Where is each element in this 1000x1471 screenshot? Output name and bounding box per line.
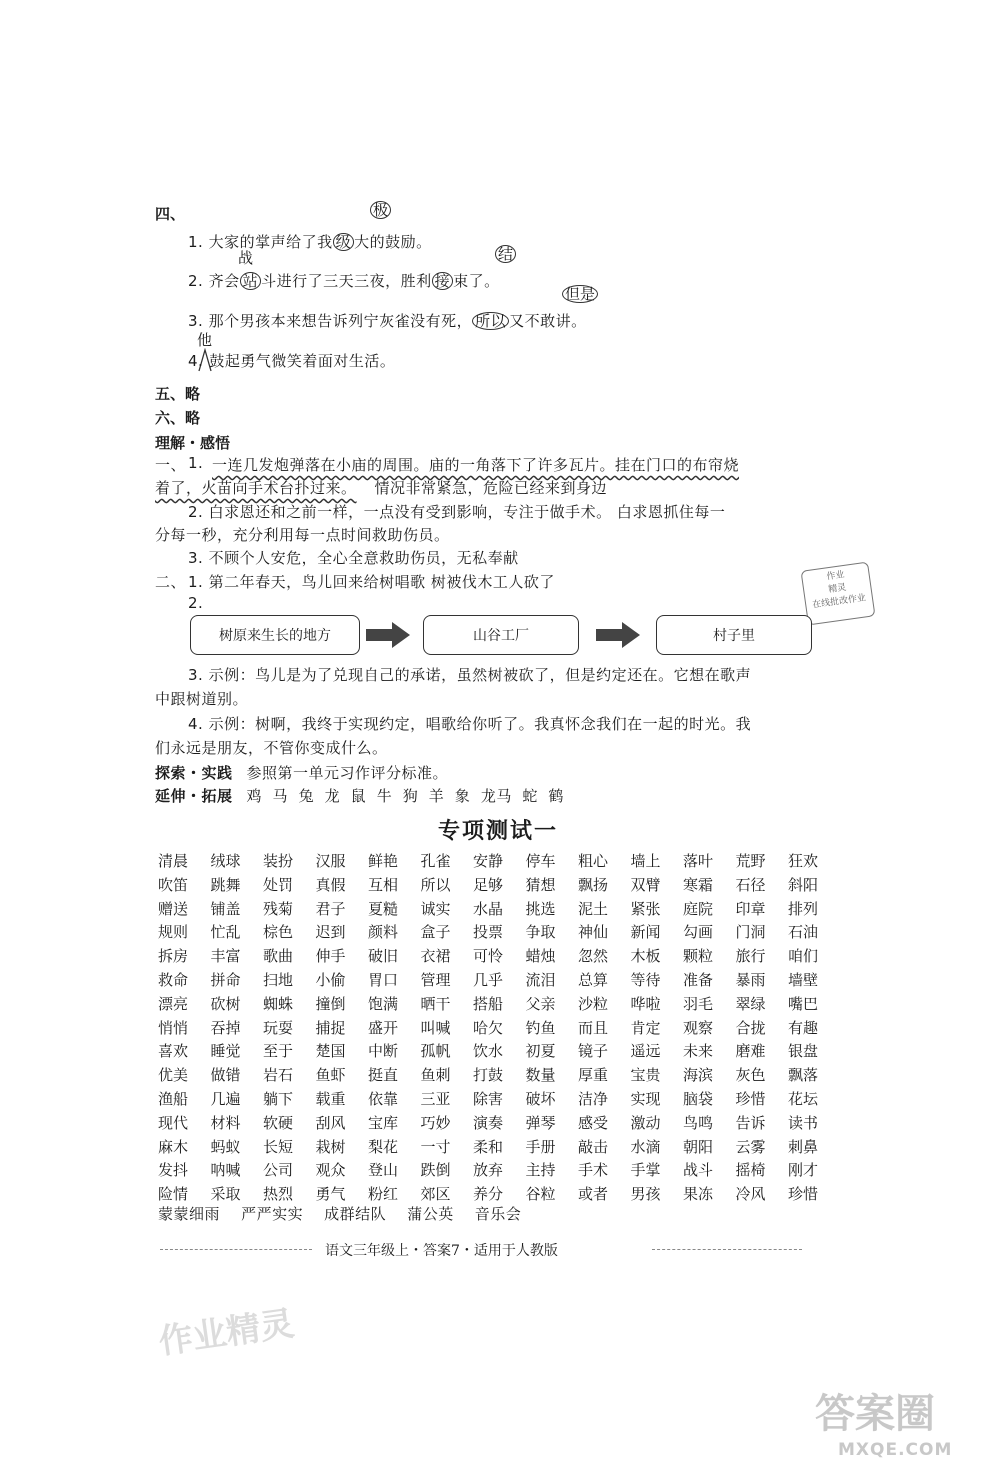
word-cell: 鸟鸣 (683, 1113, 714, 1132)
word-cell: 磨难 (735, 1042, 766, 1061)
extend-row: 延伸・拓展 鸡 马 兔 龙 鼠 牛 狗 羊 象 龙马 蛇 鹤 (155, 787, 564, 805)
word-cell: 养分 (473, 1185, 504, 1204)
word-cell: 石径 (735, 875, 766, 894)
word-cell: 水滴 (630, 1137, 661, 1156)
word-cell: 安静 (473, 852, 504, 870)
word-cell: 手术 (578, 1161, 609, 1180)
word-cell: 管理 (420, 971, 451, 989)
word-cell: 粗心 (578, 852, 609, 870)
word-cell: 泥土 (578, 899, 609, 918)
word-cell: 中断 (368, 1042, 399, 1061)
q3-line: 3. 不顾个人安危，全心全意救助伤员，无私奉献 (188, 549, 519, 567)
word-row (158, 1112, 841, 1133)
word-row (158, 850, 841, 871)
word-cell: 公司 (263, 1161, 294, 1180)
word-cell: 争取 (525, 923, 556, 942)
watermark-site-url: MXQE.COM (838, 1440, 953, 1460)
word-cell: 盛开 (368, 1018, 399, 1037)
word-cell: 勾画 (683, 923, 714, 942)
word-cell: 手册 (525, 1137, 556, 1156)
word-row (158, 1064, 841, 1085)
word-cell: 战斗 (683, 1161, 714, 1180)
word-cell: 搭船 (473, 994, 504, 1013)
word-cell: 依靠 (368, 1090, 399, 1108)
word-cell: 至于 (263, 1042, 294, 1061)
word-cell: 热烈 (263, 1185, 294, 1204)
word-cell: 撞倒 (315, 994, 346, 1013)
word-cell: 可怜 (473, 947, 504, 966)
word-cell: 夏糙 (368, 899, 399, 918)
footer-text: 语文三年级上・答案7・适用于人教版 (325, 1243, 558, 1259)
word-row (158, 1088, 841, 1109)
word-cell: 破坏 (525, 1090, 556, 1108)
word-cell: 君子 (315, 899, 346, 918)
word-cell: 粉红 (368, 1185, 399, 1204)
word-cell: 观众 (315, 1161, 346, 1180)
word-row (158, 969, 841, 990)
word-cell: 蜘蛛 (263, 994, 294, 1013)
word-cell: 墙壁 (788, 971, 819, 989)
word-cell: 麻木 (158, 1137, 189, 1156)
word-cell: 小偷 (315, 971, 346, 989)
word-cell: 弹琴 (525, 1113, 556, 1132)
word-cell: 忽然 (578, 947, 609, 966)
word-cell: 吞掉 (210, 1018, 241, 1037)
word-cell: 宝库 (368, 1113, 399, 1132)
word-cell: 落叶 (683, 852, 714, 870)
word-cell: 新闻 (630, 923, 661, 942)
word-cell: 果冻 (683, 1185, 714, 1204)
word-cell: 放弃 (473, 1161, 504, 1180)
word-cell: 冷风 (735, 1185, 766, 1204)
word-cell: 沙粒 (578, 994, 609, 1013)
word-row (158, 874, 841, 895)
word-cell: 飘扬 (578, 875, 609, 894)
word-row (158, 1136, 841, 1157)
word-row (158, 945, 841, 966)
word-row (158, 898, 841, 919)
word-cell: 墙上 (630, 852, 661, 870)
word-cell: 嘴巴 (788, 994, 819, 1013)
correction-mark-1: 级 (333, 233, 355, 251)
word-cell: 诚实 (420, 899, 451, 918)
word-cell: 木板 (630, 947, 661, 966)
word-cell: 软硬 (263, 1113, 294, 1132)
word-cell: 饱满 (368, 994, 399, 1013)
correction-mark-2: 站 (240, 272, 262, 290)
word-cell: 激动 (630, 1113, 661, 1132)
word-cell: 孔雀 (420, 852, 451, 870)
understand-one-label: 一、 (155, 456, 187, 474)
word-cell: 谷粒 (525, 1185, 556, 1204)
word-cell: 拆房 (158, 947, 189, 966)
word-cell: 吹笛 (158, 875, 189, 894)
word-cell: 优美 (158, 1066, 189, 1085)
word-cell: 刮风 (315, 1113, 346, 1132)
word-cell: 初夏 (525, 1042, 556, 1061)
word-cell: 赠送 (158, 899, 189, 918)
word-cell: 栽树 (315, 1137, 346, 1156)
word-cell: 梨花 (368, 1137, 399, 1156)
stamp-logo: 作业 精灵 在线批改作业 (801, 562, 876, 626)
word-cell: 蜡烛 (525, 947, 556, 966)
word-cell: 砍树 (210, 994, 241, 1013)
word-cell: 灰色 (735, 1066, 766, 1085)
word-cell: 胃口 (368, 971, 399, 989)
word-cell: 手掌 (630, 1161, 661, 1180)
word-cell: 珍惜 (788, 1185, 819, 1204)
word-cell: 飘落 (788, 1066, 819, 1085)
q1-number: 1. (188, 454, 204, 472)
word-cell: 登山 (368, 1161, 399, 1180)
section4-label: 四、 (155, 205, 186, 223)
flow-arrow-icon (366, 622, 410, 648)
word-cell: 救命 (158, 971, 189, 989)
word-cell: 睡觉 (210, 1042, 241, 1061)
word-cell: 做错 (210, 1066, 241, 1085)
word-cell: 几乎 (473, 971, 504, 989)
word-cell: 水晶 (473, 899, 504, 918)
word-cell: 宝贵 (630, 1066, 661, 1085)
section4-item-1: 1. 大家的掌声给了我 级 大的鼓励。 (188, 233, 432, 251)
flow-arrow-icon (596, 622, 640, 648)
word-cell: 暴雨 (735, 971, 766, 989)
word-cell: 现代 (158, 1113, 189, 1132)
word-cell: 感受 (578, 1113, 609, 1132)
word-cell: 悄悄 (158, 1018, 189, 1037)
word-cell: 渔船 (158, 1090, 189, 1108)
two-q4-line-b: 们永远是朋友，不管你变成什么。 (155, 739, 388, 757)
word-cell: 岩石 (263, 1066, 294, 1085)
word-cell: 摇椅 (735, 1161, 766, 1180)
word-cell: 真假 (315, 875, 346, 894)
word-cell: 互相 (368, 875, 399, 894)
section4-item-2: 2. 齐会 站 斗进行了三天三夜，胜利 接 束了。 (188, 272, 500, 290)
word-cell: 实现 (630, 1090, 661, 1108)
word-cell: 准备 (683, 971, 714, 989)
word-cell: 刺鼻 (788, 1137, 819, 1156)
word-cell: 迟到 (315, 923, 346, 942)
two-q3-line-a: 3. 示例：鸟儿是为了兑现自己的承诺，虽然树被砍了，但是约定还在。它想在歌声 (188, 666, 752, 684)
word-row (158, 921, 841, 942)
word-cell: 采取 (210, 1185, 241, 1204)
word-row (158, 1183, 841, 1204)
flow-box-2: 山谷工厂 (423, 615, 579, 655)
flow-box-3: 村子里 (656, 615, 812, 655)
word-cell: 排列 (788, 899, 819, 918)
annotation-2b: 结 (495, 245, 516, 263)
word-cell: 厚重 (578, 1066, 609, 1085)
word-cell: 破旧 (368, 947, 399, 966)
word-cell: 忙乱 (210, 923, 241, 942)
special-test-title: 专项测试一 (438, 819, 559, 844)
word-cell: 钓鱼 (525, 1018, 556, 1037)
word-cell: 双臂 (630, 875, 661, 894)
word-cell: 读书 (788, 1113, 819, 1132)
word-cell: 除害 (473, 1090, 504, 1108)
word-cell: 父亲 (525, 994, 556, 1013)
word-cell: 饮水 (473, 1042, 504, 1061)
two-q1-line: 1. 第二年春天，鸟儿回来给树唱歌 树被伐木工人砍了 (188, 573, 555, 591)
word-cell: 羽毛 (683, 994, 714, 1013)
word-cell: 翠绿 (735, 994, 766, 1013)
word-cell: 挺直 (368, 1066, 399, 1085)
annotation-1: 极 (370, 201, 391, 219)
word-cell: 男孩 (630, 1185, 661, 1204)
two-q3-line-b: 中跟树道别。 (155, 690, 249, 708)
word-cell: 叫喊 (420, 1018, 451, 1037)
correction-mark-2b: 接 (432, 272, 454, 290)
word-cell: 咱们 (788, 947, 819, 966)
section4-item-3: 3. 那个男孩本来想告诉列宁灰雀没有死， 所以 又不敢讲。 (188, 312, 587, 330)
word-cell: 玩耍 (263, 1018, 294, 1037)
word-cell: 汉服 (315, 852, 346, 870)
word-cell: 长短 (263, 1137, 294, 1156)
word-cell: 刚才 (788, 1161, 819, 1180)
word-cell: 花坛 (788, 1090, 819, 1108)
q1-wavy-line-a: 一连几发炮弹落在小庙的周围。庙的一角落下了许多瓦片。挂在门口的布帘烧 (212, 456, 740, 474)
word-cell: 呐喊 (210, 1161, 241, 1180)
word-cell: 遥远 (630, 1042, 661, 1061)
word-cell: 棕色 (263, 923, 294, 942)
word-cell: 斜阳 (788, 875, 819, 894)
explore-row: 探索・实践 参照第一单元习作评分标准。 (155, 764, 449, 782)
two-q2-number: 2. (188, 594, 204, 612)
correction-mark-3: 所以 (472, 312, 509, 330)
word-cell: 拼命 (210, 971, 241, 989)
word-cell: 旅行 (735, 947, 766, 966)
word-cell: 所以 (420, 875, 451, 894)
word-row (158, 993, 841, 1014)
two-q4-line-a: 4. 示例：树啊，我终于实现约定，唱歌给你听了。我真怀念我们在一起的时光。我 (188, 715, 752, 733)
word-cell: 观察 (683, 1018, 714, 1037)
word-cell: 跌倒 (420, 1161, 451, 1180)
word-row (158, 1017, 841, 1038)
word-cell: 铺盖 (210, 899, 241, 918)
understand-heading: 理解・感悟 (155, 434, 231, 452)
word-cell: 衣裙 (420, 947, 451, 966)
word-cell: 门洞 (735, 923, 766, 942)
word-cell: 孤帆 (420, 1042, 451, 1061)
word-cell: 晒干 (420, 994, 451, 1013)
word-cell: 或者 (578, 1185, 609, 1204)
word-cell: 喜欢 (158, 1042, 189, 1061)
word-cell: 合拢 (735, 1018, 766, 1037)
word-cell: 紧张 (630, 899, 661, 918)
word-cell: 而且 (578, 1018, 609, 1037)
word-cell: 投票 (473, 923, 504, 942)
word-cell: 扫地 (263, 971, 294, 989)
word-cell: 肯定 (630, 1018, 661, 1037)
word-cell: 足够 (473, 875, 504, 894)
word-cell: 勇气 (315, 1185, 346, 1204)
word-cell: 蚂蚁 (210, 1137, 241, 1156)
q2-line-a: 2. 白求恩还和之前一样，一点没有受到影响，专注于做手术。 白求恩抓住每一 (188, 503, 726, 521)
word-cell: 停车 (525, 852, 556, 870)
word-cell: 猜想 (525, 875, 556, 894)
word-cell: 伸手 (315, 947, 346, 966)
word-cell: 神仙 (578, 923, 609, 942)
word-cell: 流泪 (525, 971, 556, 989)
word-cell: 哗啦 (630, 994, 661, 1013)
flow-box-1: 树原来生长的地方 (190, 615, 360, 655)
word-cell: 柔和 (473, 1137, 504, 1156)
q2-line-b: 分每一秒，充分利用每一点时间救助伤员。 (155, 526, 450, 544)
word-cell: 歌曲 (263, 947, 294, 966)
annotation-3: 但是 (562, 285, 598, 303)
watermark-site-logo: 答案圈 (815, 1391, 935, 1437)
word-grid-last-row: 蒙蒙细雨 严严实实 成群结队 蒲公英 音乐会 (158, 1205, 522, 1223)
word-cell: 鱼刺 (420, 1066, 451, 1085)
word-cell: 三亚 (420, 1090, 451, 1108)
word-cell: 有趣 (788, 1018, 819, 1037)
word-row (158, 1159, 841, 1180)
q1-line-b: 着了，火苗向手术台扑过来。 情况非常紧急，危险已经来到身边 (155, 479, 608, 497)
word-cell: 颗粒 (683, 947, 714, 966)
word-cell: 发抖 (158, 1161, 189, 1180)
word-cell: 盒子 (420, 923, 451, 942)
word-cell: 规则 (158, 923, 189, 942)
word-cell: 跳舞 (210, 875, 241, 894)
section6: 六、略 (155, 409, 201, 427)
word-cell: 一寸 (420, 1137, 451, 1156)
word-cell: 鱼虾 (315, 1066, 346, 1085)
word-cell: 材料 (210, 1113, 241, 1132)
word-cell: 主持 (525, 1161, 556, 1180)
footer-divider-left (160, 1249, 312, 1250)
word-cell: 告诉 (735, 1113, 766, 1132)
word-cell: 躺下 (263, 1090, 294, 1108)
word-cell: 残菊 (263, 899, 294, 918)
watermark-brand-logo: 作业精灵 (156, 1303, 297, 1363)
word-cell: 未来 (683, 1042, 714, 1061)
word-cell: 楚国 (315, 1042, 346, 1061)
word-cell: 洁净 (578, 1090, 609, 1108)
word-row (158, 1040, 841, 1061)
understand-two-label: 二、 (155, 573, 187, 591)
word-cell: 狂欢 (788, 852, 819, 870)
word-cell: 捕捉 (315, 1018, 346, 1037)
word-cell: 海滨 (683, 1066, 714, 1085)
word-cell: 总算 (578, 971, 609, 989)
word-cell: 载重 (315, 1090, 346, 1108)
word-cell: 挑选 (525, 899, 556, 918)
word-cell: 庭院 (683, 899, 714, 918)
word-cell: 险情 (158, 1185, 189, 1204)
word-cell: 巧妙 (420, 1113, 451, 1132)
word-cell: 云雾 (735, 1137, 766, 1156)
word-cell: 银盘 (788, 1042, 819, 1061)
word-cell: 寒霜 (683, 875, 714, 894)
word-cell: 脑袋 (683, 1090, 714, 1108)
word-cell: 朝阳 (683, 1137, 714, 1156)
word-cell: 石油 (788, 923, 819, 942)
word-cell: 处罚 (263, 875, 294, 894)
annotation-4: 他 (197, 331, 213, 349)
word-cell: 绒球 (210, 852, 241, 870)
word-cell: 颜料 (368, 923, 399, 942)
word-cell: 郊区 (420, 1185, 451, 1204)
word-cell: 数量 (525, 1066, 556, 1085)
word-cell: 演奏 (473, 1113, 504, 1132)
word-cell: 丰富 (210, 947, 241, 966)
footer-divider-right (652, 1249, 802, 1250)
word-cell: 荒野 (735, 852, 766, 870)
word-cell: 鲜艳 (368, 852, 399, 870)
word-cell: 清晨 (158, 852, 189, 870)
word-cell: 镜子 (578, 1042, 609, 1061)
word-cell: 珍惜 (735, 1090, 766, 1108)
section5: 五、略 (155, 385, 201, 403)
word-cell: 敲击 (578, 1137, 609, 1156)
word-cell: 几遍 (210, 1090, 241, 1108)
word-cell: 装扮 (263, 852, 294, 870)
word-cell: 哈欠 (473, 1018, 504, 1037)
section4-item-4: 4. 鼓起勇气微笑着面对生活。 (188, 352, 396, 370)
annotation-2: 战 (238, 249, 254, 267)
word-cell: 打鼓 (473, 1066, 504, 1085)
word-cell: 等待 (630, 971, 661, 989)
word-cell: 漂亮 (158, 994, 189, 1013)
word-cell: 印章 (735, 899, 766, 918)
